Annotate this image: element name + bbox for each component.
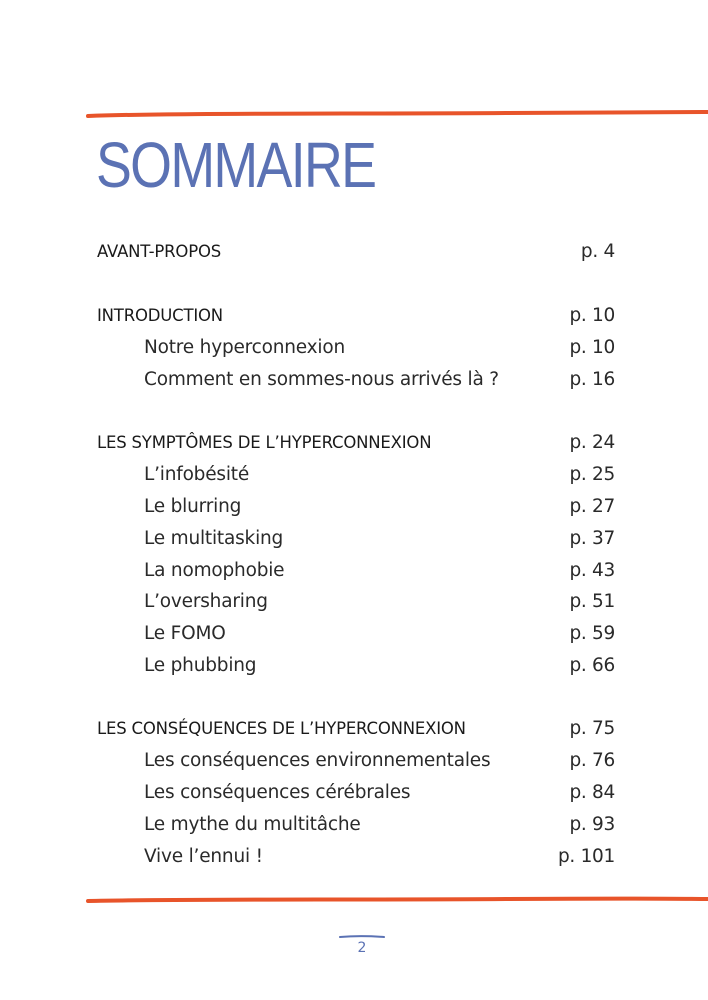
toc-label: Notre hyperconnexion <box>144 336 345 358</box>
toc-page: p. 43 <box>569 559 615 581</box>
toc-page: p. 93 <box>569 813 615 835</box>
toc-page: p. 10 <box>569 336 615 358</box>
toc-page: p. 24 <box>569 431 615 453</box>
toc-entry-notre-hyperconnexion <box>97 332 615 362</box>
toc-label: Les conséquences environnementales <box>144 749 491 771</box>
toc-page: p. 51 <box>569 590 615 612</box>
toc-label: Le multitasking <box>144 527 284 549</box>
toc-entry-mythe-multitache <box>97 809 615 839</box>
toc-entry-fomo <box>97 618 615 648</box>
toc-page: p. 59 <box>569 622 615 644</box>
toc-entry-phubbing <box>97 650 615 680</box>
toc-page: p. 101 <box>557 845 615 867</box>
page-number: 2 <box>357 940 367 956</box>
toc-label: LES CONSÉQUENCES DE L’HYPERCONNEXION <box>97 718 466 738</box>
bottom-orange-rule <box>86 894 708 906</box>
toc-label: LES SYMPTÔMES DE L’HYPERCONNEXION <box>97 432 432 452</box>
toc-entry-cerebrales <box>97 777 615 807</box>
toc-entry-introduction <box>97 300 615 330</box>
toc-label: L’oversharing <box>144 590 268 612</box>
toc-page: p. 84 <box>569 781 615 803</box>
toc-label: Vive l’ennui ! <box>144 845 263 867</box>
top-orange-rule <box>86 108 708 120</box>
toc-entry-environnementales <box>97 745 615 775</box>
toc-page: p. 27 <box>569 495 615 517</box>
toc-label: L’infobésité <box>144 463 250 485</box>
toc-label: Les conséquences cérébrales <box>144 781 411 803</box>
toc-entry-avant-propos <box>97 236 615 266</box>
toc-label: Le blurring <box>144 495 242 517</box>
toc-page: p. 10 <box>569 304 615 326</box>
toc-label: Comment en sommes-nous arrivés là ? <box>144 368 499 390</box>
toc-page: p. 16 <box>569 368 615 390</box>
toc-entry-symptomes <box>97 427 615 457</box>
toc-entry-consequences <box>97 713 615 743</box>
toc-entry-vive-ennui <box>97 841 615 871</box>
toc-label: Le FOMO <box>144 622 226 644</box>
toc-page: p. 75 <box>569 717 615 739</box>
toc-page: p. 4 <box>580 240 615 262</box>
toc-page: p. 76 <box>569 749 615 771</box>
toc-label: Le mythe du multitâche <box>144 813 361 835</box>
toc-page: p. 37 <box>569 527 615 549</box>
toc-entry-nomophobie <box>97 555 615 585</box>
toc-entry-comment-en-sommes-nous <box>97 364 615 394</box>
toc-label: Le phubbing <box>144 654 257 676</box>
toc-page: p. 66 <box>569 654 615 676</box>
page-title: SOMMAIRE <box>96 129 376 201</box>
toc-entry-infobesite <box>97 459 615 489</box>
toc-label: INTRODUCTION <box>97 305 223 325</box>
toc-page: p. 25 <box>569 463 615 485</box>
toc-label: La nomophobie <box>144 559 285 581</box>
toc-entry-oversharing <box>97 586 615 616</box>
toc-entry-multitasking <box>97 523 615 553</box>
toc-label: AVANT-PROPOS <box>97 241 222 261</box>
toc-entry-blurring <box>97 491 615 521</box>
